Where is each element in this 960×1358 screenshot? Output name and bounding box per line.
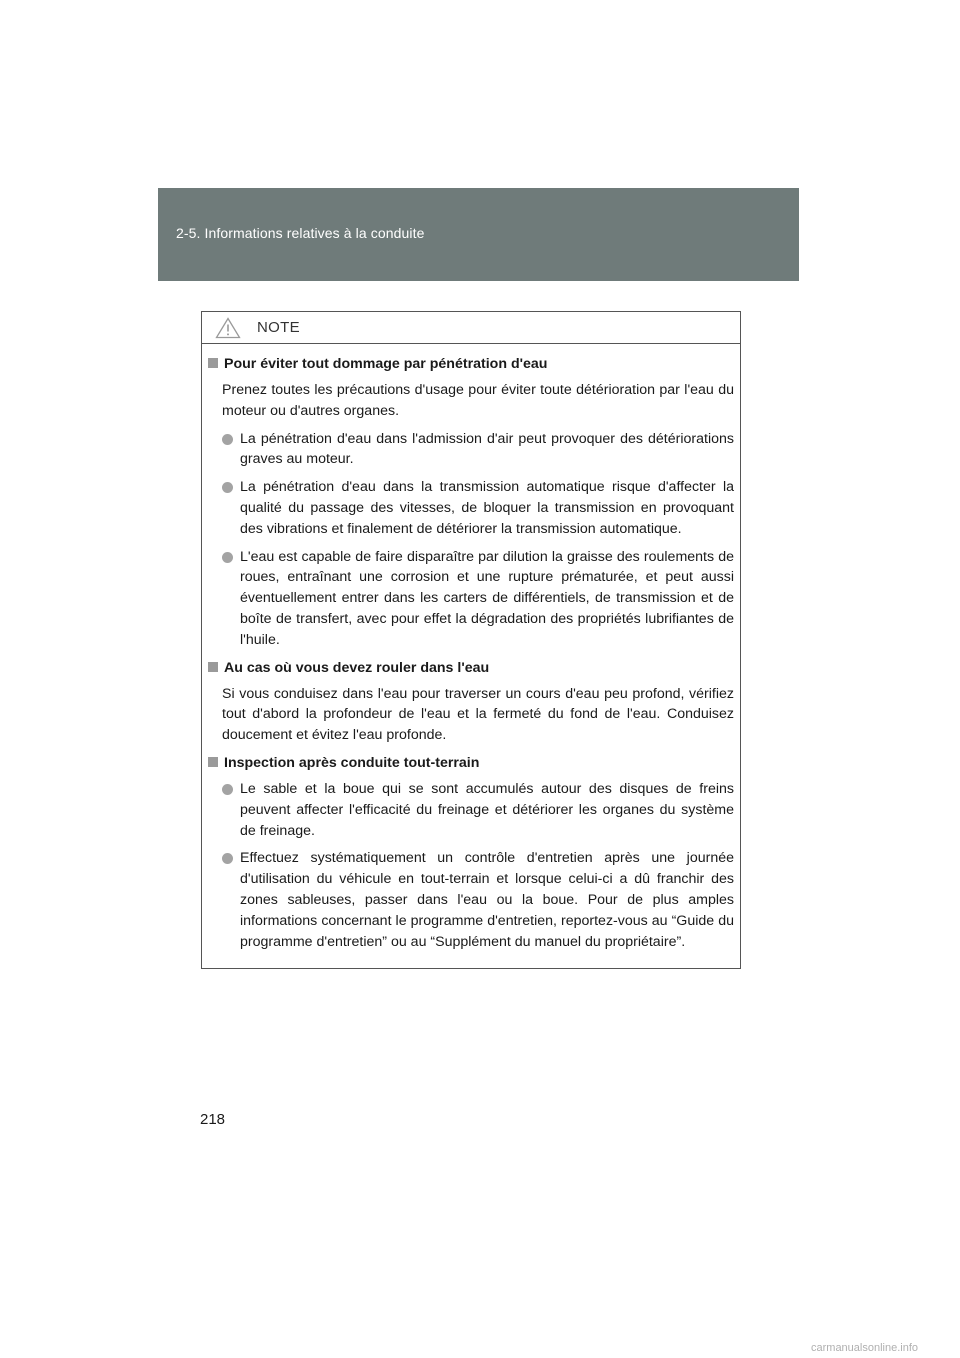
section-paragraph: Prenez toutes les précautions d'usage pour éviter toute détérioration par l'eau du moteur ou d'autres organes. bbox=[222, 382, 734, 419]
warning-triangle-icon bbox=[215, 317, 241, 339]
note-title: NOTE bbox=[257, 319, 300, 336]
bullet-item: Le sable et la boue qui se sont accumulés autour des disques de freins peuvent affecter l'efficacité du freinage et détériorer les organes du système de freinage. bbox=[222, 779, 734, 841]
section-paragraph: Si vous conduisez dans l'eau pour traverser un cours d'eau peu profond, vérifiez tout d'abord la profondeur de l'eau et la fermeté du fond de l'eau. Conduisez doucement et évitez l'eau profonde. bbox=[222, 685, 734, 744]
square-bullet-icon bbox=[208, 662, 218, 672]
section-heading: Pour éviter tout dommage par pénétration d'eau bbox=[208, 354, 734, 374]
section-title: 2-5. Informations relatives à la conduite bbox=[176, 225, 425, 241]
square-bullet-icon bbox=[208, 757, 218, 767]
round-bullet-icon bbox=[222, 434, 233, 445]
round-bullet-icon bbox=[222, 853, 233, 864]
note-box bbox=[201, 311, 741, 969]
round-bullet-icon bbox=[222, 482, 233, 493]
note-header bbox=[202, 312, 740, 344]
page-number: 218 bbox=[200, 1111, 226, 1128]
bullet-item: La pénétration d'eau dans l'admission d'air peut provoquer des détériorations graves au moteur. bbox=[222, 429, 734, 471]
note-body bbox=[202, 344, 740, 952]
watermark: carmanualsonline.info bbox=[811, 1342, 919, 1354]
section-heading: Au cas où vous devez rouler dans l'eau bbox=[208, 658, 734, 678]
bullet-item: La pénétration d'eau dans la transmission automatique risque d'affecter la qualité du passage des vitesses, de bloquer la transmission en provoquant des vibrations et finalement de détériorer la transmission automatique. bbox=[222, 477, 734, 539]
bullet-item: Effectuez systématiquement un contrôle d'entretien après une journée d'utilisation du véhicule en tout-terrain et lorsque celui-ci a dû franchir des zones sableuses, passer dans l'eau ou la boue. Pour de plus amples informations concernant le programme d'entretien, reportez-vous au “Guide du programme d'entretien” ou au “Supplément du manuel du propriétaire”. bbox=[222, 848, 734, 952]
round-bullet-icon bbox=[222, 784, 233, 795]
chapter-header bbox=[158, 188, 799, 281]
section-heading: Inspection après conduite tout-terrain bbox=[208, 753, 734, 773]
square-bullet-icon bbox=[208, 358, 218, 368]
bullet-item: L'eau est capable de faire disparaître par dilution la graisse des roulements de roues, entraînant une corrosion et une rupture prématurée, et peut aussi éventuellement entrer dans les carters de différentiels, de transmission et de boîte de transfert, avec pour effet la dégradation des propriétés lubrifiantes de l'huile. bbox=[222, 547, 734, 651]
round-bullet-icon bbox=[222, 552, 233, 563]
